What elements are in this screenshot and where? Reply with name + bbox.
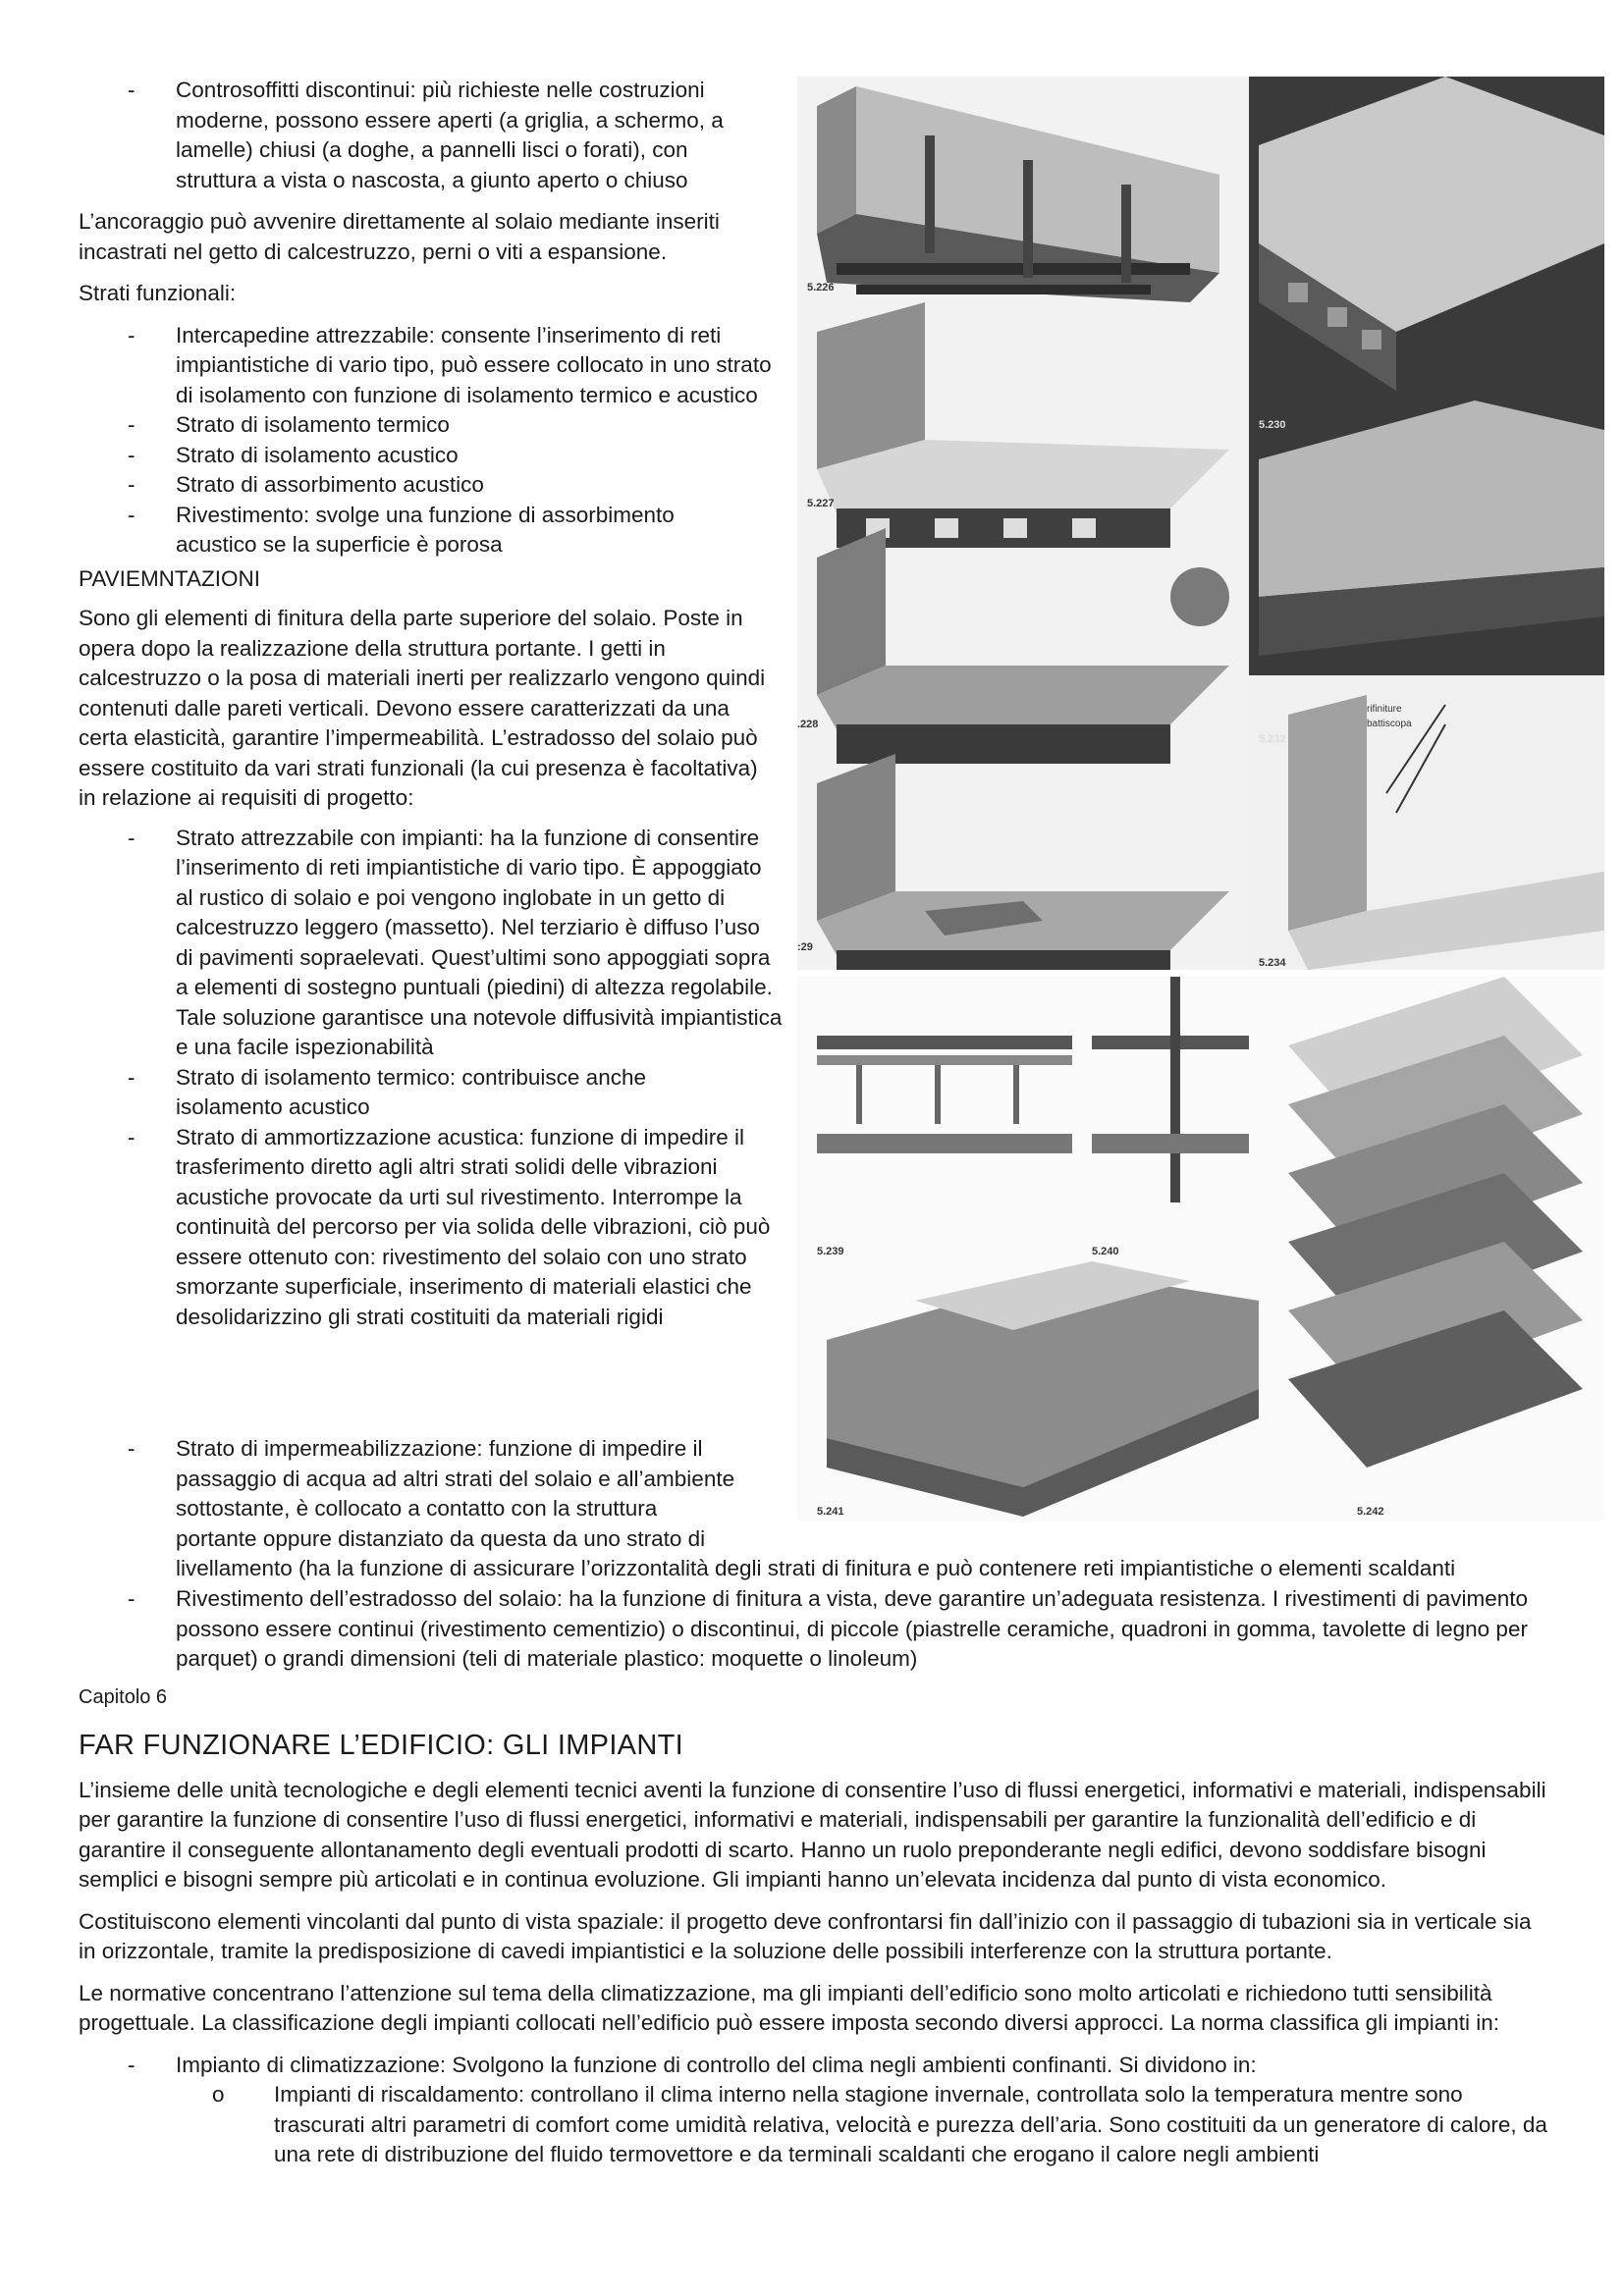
list-item-text: Strato di impermeabilizzazione: funzione di impedire il passaggio di acqua ad altri strati del solaio e all’ambiente sottostante, è collocato a contatto con la struttura portante oppure distanziato da questa da uno strato di livellamento (ha la funzione di assicurare l’orizzontalità degli strati di finitura e può contenere reti impiantistiche o elementi scaldanti <box>176 1436 1456 1580</box>
figure-5-226 <box>817 86 1219 302</box>
list-item-text: Impianto di climatizzazione: Svolgono la funzione di controllo del clima negli ambienti confinanti. Si dividono in: <box>176 2052 1257 2077</box>
figure-5-228 <box>817 528 1229 764</box>
strati-list <box>79 321 785 561</box>
figure-5-242 <box>1288 977 1583 1468</box>
figure-5-239 <box>817 1036 1072 1153</box>
list-item-text: Controsoffitti discontinui: più richieste nelle costruzioni moderne, possono essere aperti (a griglia, a schermo, a lamelle) chiusi (a doghe, a pannelli lisci o forati), con struttura a vista o nascosta, a giunto aperto o chiuso <box>176 78 724 192</box>
section-heading-pavimentazioni: PAVIEMNTAZIONI <box>79 565 261 591</box>
bullet-dash: - <box>128 1436 135 1461</box>
figure-label: 5.226 <box>807 282 835 294</box>
figure-label: 5.232 <box>1259 733 1286 745</box>
figure-5-227 <box>817 302 1229 548</box>
bullet-dash: - <box>128 322 135 347</box>
list-item-climatizzazione <box>79 2051 1551 2081</box>
list-item-text: Strato di isolamento termico <box>176 412 450 437</box>
list-item-text: Rivestimento: svolge una funzione di assorbimento acustico se la superficie è porosa <box>176 502 675 557</box>
figure-photos-right <box>1249 77 1604 970</box>
bullet-dash: - <box>128 1586 135 1611</box>
raised-floor-illustrations <box>797 977 1604 1522</box>
list-item <box>79 1123 785 1333</box>
list-item <box>79 321 785 411</box>
strati-heading: Strati funzionali: <box>79 281 237 305</box>
figure-label: 5.234 <box>1259 957 1286 969</box>
figure-label: 5.240 <box>1092 1246 1119 1257</box>
list-item <box>79 1063 785 1123</box>
sublist-item-riscaldamento <box>79 2080 1551 2170</box>
bullet-dash: - <box>128 1124 135 1149</box>
bullet-dash: - <box>128 472 135 497</box>
paragraph: Le normative concentrano l’attenzione sul tema della climatizzazione, ma gli impianti dell’edificio sono molto articolati e richiedono tutti sensibilità progettuale. La classificazione degli impianti collocati nell’edificio può essere imposta secondo diversi approcci. La norma classifica gli impianti in: <box>79 1980 1499 2035</box>
list-item-rivestimento <box>128 1584 1561 1675</box>
floor-illustrations <box>797 77 1249 970</box>
list-item <box>79 410 785 441</box>
figure-floor-stack <box>797 77 1249 970</box>
list-item-text: Strato di isolamento acustico <box>176 442 459 467</box>
paragraph: L’insieme delle unità tecnologiche e degli elementi tecnici aventi la funzione di consentire l’uso di flussi energetici, informativi e materiali, indispensabili per garantire la funzione di consentire l’uso di flussi energetici, informativi e materiali, indispensabili per garantire la funzionalità dell’edificio e di garantire il conseguente allontanamento degli eventuali prodotti di scarto. Hanno un ruolo preponderante negli edifici, devono soddisfare bisogni semplici e bisogni sempre più articolati e in continua evoluzione. Gli impianti hanno un’elevata incidenza dal punto di vista economico. <box>79 1777 1546 1892</box>
figure-label: :29 <box>797 941 813 953</box>
figure-label: 5.241 <box>817 1506 844 1518</box>
chapter-label: Capitolo 6 <box>79 1686 168 1708</box>
list-item-text: Rivestimento dell’estradosso del solaio: ha la funzione di finitura a vista, deve garantire un’adeguata resistenza. I rivestimenti di pavimento possono essere continui (rivestimento cementizio) o discontinui, di piccole (piastrelle ceramiche, quadroni in gomma, tavolette di legno per parquet) o grandi dimensioni (teli di materiale plastico: moquette o linoleum) <box>176 1586 1529 1671</box>
list-item <box>79 501 785 561</box>
figure-label: 5.242 <box>1357 1506 1384 1518</box>
list-item-text: Strato di isolamento termico: contribuisce anche isolamento acustico <box>176 1064 646 1119</box>
bullet-circle: o <box>212 2082 225 2107</box>
figure-callout: battiscopa <box>1367 719 1412 729</box>
bullet-dash: - <box>128 1064 135 1090</box>
figure-label: 5.239 <box>817 1246 844 1257</box>
figure-label: 5.227 <box>807 498 835 509</box>
paragraph: Costituiscono elementi vincolanti dal punto di vista spaziale: il progetto deve confrontarsi fin dall’inizio con il passaggio di tubazioni sia in verticale sia in orizzontale, tramite la predisposizione di cavedi impiantistici e la soluzione delle possibili interferenze con la struttura portante. <box>79 1908 1532 1963</box>
figure-5-234 <box>1249 675 1604 970</box>
list-item-text: Strato di ammortizzazione acustica: funzione di impedire il trasferimento diretto agli altri strati solidi delle vibrazioni acustiche provocate da urti sul rivestimento. Interrompe la continuità del percorso per via solida delle vibrazioni, ciò può essere ottenuto con: rivestimento del solaio con uno strato smorzante superficiale, inserimento di materiali elastici che desolidarizzino gli strati costituiti da materiali rigidi <box>176 1124 771 1329</box>
bullet-dash: - <box>128 502 135 527</box>
bullet-dash: - <box>128 412 135 437</box>
chapter-section <box>79 1682 1551 2170</box>
photo-illustrations <box>1249 77 1604 970</box>
chapter-title: FAR FUNZIONARE L’EDIFICIO: GLI IMPIANTI <box>79 1729 683 1761</box>
bullet-dash: - <box>128 442 135 467</box>
list-item <box>79 441 785 471</box>
list-item-text: Strato di assorbimento acustico <box>176 472 484 497</box>
list-item <box>79 824 785 1063</box>
pavimentazioni-list <box>79 824 785 1333</box>
bullet-dash: - <box>128 825 135 850</box>
list-item-text: Impianti di riscaldamento: controllano il clima interno nella stagione invernale, controllata solo la temperatura mentre sono trascurati altri parametri di comfort come umidità relativa, velocità e purezza dell’aria. Sono costituiti da un generatore di calore, da una rete di distribuzione del fluido termovettore e da terminali scaldanti che erogano il calore negli ambienti <box>274 2082 1547 2166</box>
list-item <box>79 470 785 501</box>
paragraph-ancoraggio: L’ancoraggio può avvenire direttamente al solaio mediante inseriti incastrati nel getto di calcestruzzo, perni o viti a espansione. <box>79 209 720 264</box>
paragraph-pavimentazioni: Sono gli elementi di finitura della parte superiore del solaio. Poste in opera dopo la realizzazione della struttura portante. I getti in calcestruzzo o la posa di materiali inerti per realizzarlo vengono quindi contenuti dalle pareti verticali. Devono essere caratterizzati da una certa elasticità, garantire l’impermeabilità. L’estradosso del solaio può essere costituito da vari strati funzionali (la cui presenza è facoltativa) in relazione ai requisiti di progetto: <box>79 606 766 810</box>
list-item-text: Strato attrezzabile con impianti: ha la funzione di consentire l’inserimento di reti impiantistiche di vario tipo. È appoggiato al rustico di solaio e poi vengono inglobate in un getto di calcestruzzo leggero (massetto). Nel terziario è diffuso l’uso di pavimenti sopraelevati. Quest’ultimi sono appoggiati sopra a elementi di sostegno puntuali (piedini) di altezza regolabile. Tale soluzione garantisce una notevole diffusività impiantistica e una facile ispezionabilità <box>176 825 783 1059</box>
figure-callout: rifiniture <box>1367 704 1402 715</box>
list-item-controsoffitti <box>79 76 843 195</box>
bullet-dash: - <box>128 78 135 102</box>
figure-5-241 <box>827 1261 1259 1517</box>
bullet-dash: - <box>128 2052 135 2077</box>
text-column-top <box>79 76 785 1332</box>
figure-label: 5.230 <box>1259 419 1286 431</box>
figure-label: .228 <box>797 719 819 730</box>
list-item-text: Intercapedine attrezzabile: consente l’inserimento di reti impiantistiche di vario tipo, può essere collocato in uno strato di isolamento con funzione di isolamento termico e acustico <box>176 322 772 407</box>
figure-5-240 <box>1092 977 1249 1202</box>
figure-5-229 <box>817 754 1229 970</box>
figure-lower <box>797 977 1604 1522</box>
